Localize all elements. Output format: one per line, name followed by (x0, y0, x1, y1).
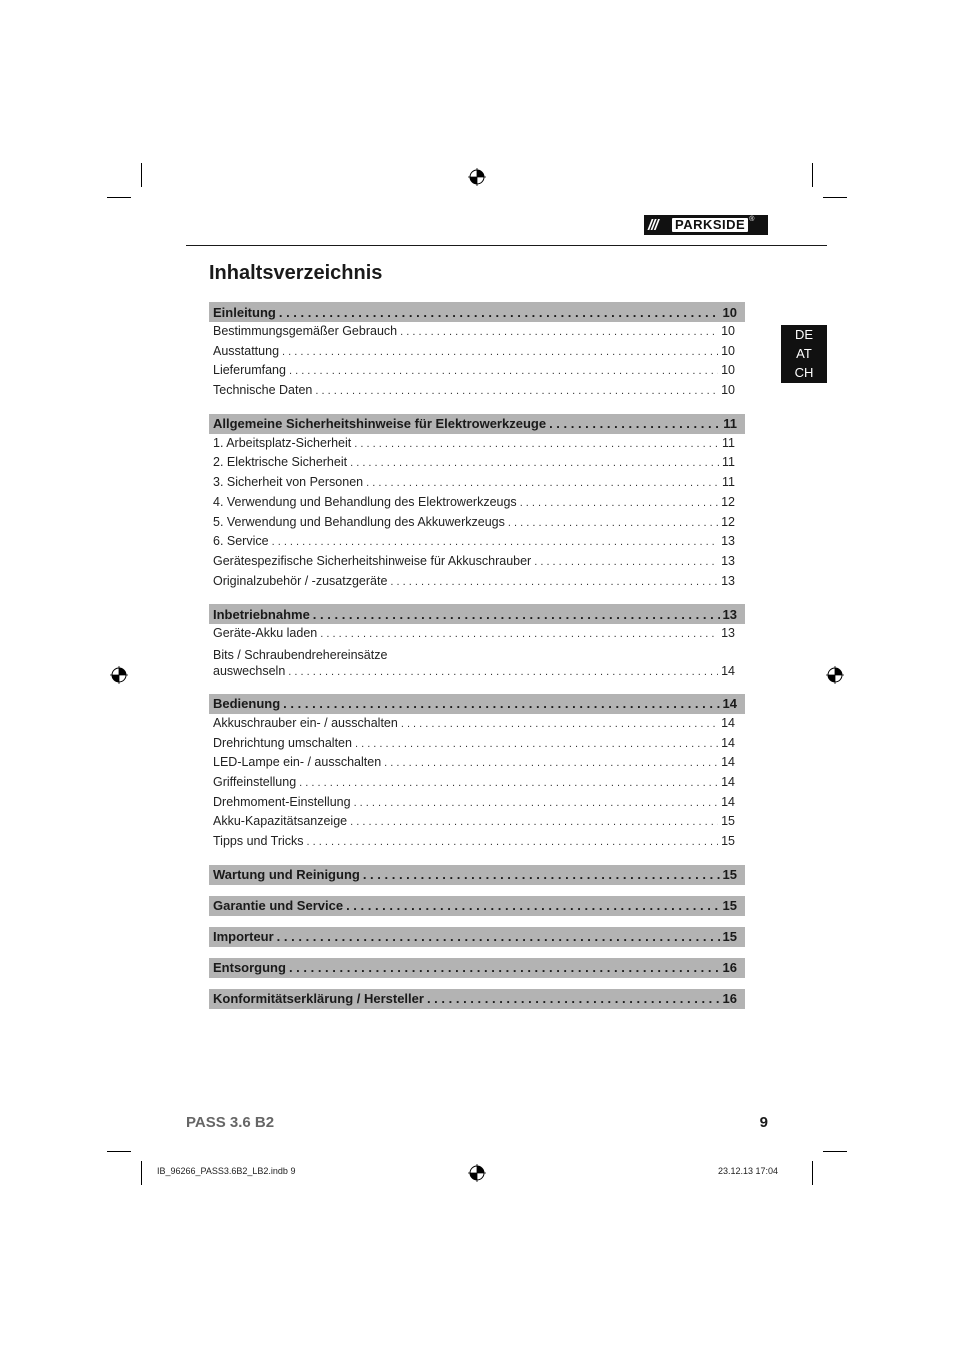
entry-page: 10 (721, 324, 735, 338)
entry-label: Geräte-Akku laden (213, 626, 318, 641)
toc-entry[interactable] (209, 475, 745, 495)
entry-label: 6. Service (213, 534, 269, 549)
toc-section (209, 927, 745, 947)
leader-dots (549, 416, 720, 431)
toc-entry[interactable] (209, 736, 745, 756)
entry-label: Gerätespezifische Sicherheitshinweise für Akkuschrauber (213, 553, 532, 568)
leader-dots (283, 696, 719, 711)
entry-label: 3. Sicherheit von Personen (213, 475, 364, 490)
section-page: 15 (722, 929, 737, 945)
table-of-contents (209, 302, 745, 1020)
section-title: Inbetriebnahme (213, 606, 310, 622)
leader-dots (390, 574, 718, 588)
toc-entry[interactable] (209, 344, 745, 364)
toc-section (209, 865, 745, 885)
leader-dots (534, 554, 718, 568)
entry-label: 5. Verwendung und Behandlung des Akkuwerkzeugs (213, 514, 505, 529)
print-slug-date: 23.12.13 17:04 (717, 1166, 778, 1176)
section-title: Konformitätserklärung / Hersteller (213, 991, 424, 1007)
page-title: Inhaltsverzeichnis (209, 262, 383, 284)
registration-mark-icon (110, 666, 128, 684)
leader-dots (350, 814, 718, 828)
entry-label: 1. Arbeitsplatz-Sicherheit (213, 435, 352, 450)
crop-mark (107, 197, 131, 198)
parkside-logo (644, 215, 768, 235)
logo-registered-mark: ® (749, 216, 755, 223)
crop-mark (812, 1161, 813, 1185)
toc-entry[interactable] (209, 495, 745, 515)
crop-mark (823, 197, 847, 198)
entry-label: Akku-Kapazitätsanzeige (213, 814, 348, 829)
toc-section-heading[interactable] (209, 604, 745, 624)
leader-dots (282, 344, 718, 358)
section-title: Einleitung (213, 304, 276, 320)
leader-dots (354, 795, 719, 809)
section-page: 16 (722, 991, 737, 1007)
entry-label: Drehmoment-Einstellung (213, 794, 351, 809)
entry-page: 11 (722, 455, 735, 470)
entry-page: 10 (721, 383, 735, 398)
entry-label: Drehrichtung umschalten (213, 735, 352, 750)
entry-page: 12 (721, 514, 735, 529)
entry-page: 14 (721, 775, 735, 789)
toc-entry[interactable] (209, 455, 745, 475)
toc-entry[interactable] (209, 646, 745, 683)
entry-page: 14 (721, 663, 735, 678)
leader-dots (288, 664, 718, 678)
leader-dots (363, 867, 720, 882)
entry-page: 13 (721, 534, 735, 549)
toc-entry[interactable] (209, 324, 745, 344)
section-title: Garantie und Service (213, 898, 344, 914)
leader-dots (289, 960, 720, 975)
print-slug-filename: IB_96266_PASS3.6B2_LB2.indb 9 (157, 1166, 296, 1176)
section-page: 13 (722, 606, 737, 622)
toc-section-heading[interactable] (209, 414, 745, 434)
leader-dots (277, 929, 720, 944)
crop-mark (107, 1151, 131, 1152)
section-title: Bedienung (213, 696, 281, 712)
entry-page: 10 (721, 363, 735, 378)
leader-dots (401, 716, 718, 730)
entry-label: Akkuschrauber ein- / ausschalten (213, 715, 398, 730)
leader-dots (350, 455, 719, 469)
toc-section-heading[interactable] (209, 694, 745, 714)
logo-wordmark: PARKSIDE (672, 218, 748, 232)
toc-section (209, 958, 745, 978)
entry-page: 13 (721, 553, 735, 568)
entry-label: Ausstattung (213, 343, 280, 358)
toc-section-heading[interactable] (209, 958, 745, 978)
leader-dots (315, 383, 718, 397)
toc-entry[interactable] (209, 834, 745, 854)
entry-page: 15 (721, 814, 735, 829)
footer-page-number: 9 (759, 1114, 768, 1131)
toc-section (209, 302, 745, 403)
entry-page: 10 (721, 343, 735, 358)
registration-mark-icon (468, 168, 486, 186)
entry-label-line2: auswechseln (213, 663, 286, 678)
section-page: 11 (723, 416, 737, 432)
toc-entry[interactable] (209, 515, 745, 535)
crop-mark (823, 1151, 847, 1152)
toc-entry[interactable] (209, 534, 745, 554)
crop-mark (812, 163, 813, 187)
entry-page: 12 (721, 494, 735, 509)
leader-dots (508, 515, 718, 529)
entry-page: 15 (721, 834, 735, 849)
toc-entry[interactable] (209, 383, 745, 403)
entry-page: 14 (721, 755, 735, 770)
leader-dots (355, 736, 718, 750)
toc-section-heading[interactable] (209, 302, 745, 322)
language-tab (781, 325, 827, 383)
crop-mark (141, 1161, 142, 1185)
toc-entry[interactable] (209, 574, 745, 594)
entry-label: 2. Elektrische Sicherheit (213, 455, 348, 470)
footer-model-name: PASS 3.6 B2 (186, 1114, 275, 1131)
section-title: Entsorgung (213, 960, 286, 976)
section-page: 16 (722, 960, 737, 976)
entry-page: 13 (721, 626, 735, 641)
leader-dots (366, 475, 719, 489)
registration-mark-icon (468, 1164, 486, 1182)
entry-label: 4. Verwendung und Behandlung des Elektrowerkzeugs (213, 494, 517, 509)
entry-label: Technische Daten (213, 383, 313, 398)
entry-label-line1: Bits / Schraubendrehereinsätze (213, 647, 388, 662)
section-page: 15 (722, 898, 737, 914)
entry-label: Bestimmungsgemäßer Gebrauch (213, 324, 398, 338)
lang-de: DE (794, 327, 814, 342)
lang-ch: CH (794, 365, 814, 380)
section-page: 14 (722, 696, 737, 712)
section-title: Wartung und Reinigung (213, 867, 360, 883)
leader-dots (313, 607, 720, 622)
entry-label: LED-Lampe ein- / ausschalten (213, 755, 382, 770)
toc-section-heading[interactable] (209, 896, 745, 916)
leader-dots (320, 626, 718, 640)
logo-slashes: /// (648, 216, 658, 234)
registration-mark-icon (826, 666, 844, 684)
lang-at: AT (796, 346, 812, 361)
leader-dots (520, 495, 718, 509)
section-title: Importeur (213, 929, 274, 945)
toc-section (209, 989, 745, 1009)
toc-section-heading[interactable] (209, 927, 745, 947)
toc-entry[interactable] (209, 775, 745, 795)
toc-entry[interactable] (209, 554, 745, 574)
crop-mark (141, 163, 142, 187)
header-rule (186, 245, 827, 246)
leader-dots (272, 534, 719, 548)
toc-section (209, 694, 745, 854)
entry-label: Originalzubehör / -zusatzgeräte (213, 573, 388, 588)
toc-entry[interactable] (209, 436, 745, 456)
toc-section (209, 604, 745, 683)
entry-page: 14 (721, 735, 735, 750)
leader-dots (427, 991, 720, 1006)
toc-section-heading[interactable] (209, 989, 745, 1009)
entry-label: Griffeinstellung (213, 775, 297, 789)
leader-dots (279, 305, 720, 320)
leader-dots (299, 775, 718, 789)
leader-dots (354, 436, 719, 450)
section-title: Allgemeine Sicherheitshinweise für Elektrowerkzeuge (213, 416, 547, 432)
toc-section (209, 414, 745, 594)
toc-section-heading[interactable] (209, 865, 745, 885)
entry-label: Lieferumfang (213, 363, 286, 378)
leader-dots (400, 324, 718, 338)
toc-entry[interactable] (209, 795, 745, 815)
leader-dots (346, 898, 719, 913)
toc-section (209, 896, 745, 916)
entry-label: Tipps und Tricks (213, 834, 304, 849)
toc-entry[interactable] (209, 626, 745, 646)
entry-page: 14 (721, 715, 735, 730)
entry-page: 14 (721, 794, 735, 809)
entry-page: 11 (722, 475, 735, 490)
section-page: 10 (722, 304, 737, 320)
toc-entry[interactable] (209, 814, 745, 834)
toc-entry[interactable] (209, 755, 745, 775)
leader-dots (307, 834, 719, 848)
leader-dots (289, 363, 718, 377)
toc-entry[interactable] (209, 716, 745, 736)
section-page: 15 (722, 867, 737, 883)
entry-page: 11 (722, 435, 735, 450)
entry-page: 13 (721, 573, 735, 588)
toc-entry[interactable] (209, 363, 745, 383)
leader-dots (384, 755, 718, 769)
